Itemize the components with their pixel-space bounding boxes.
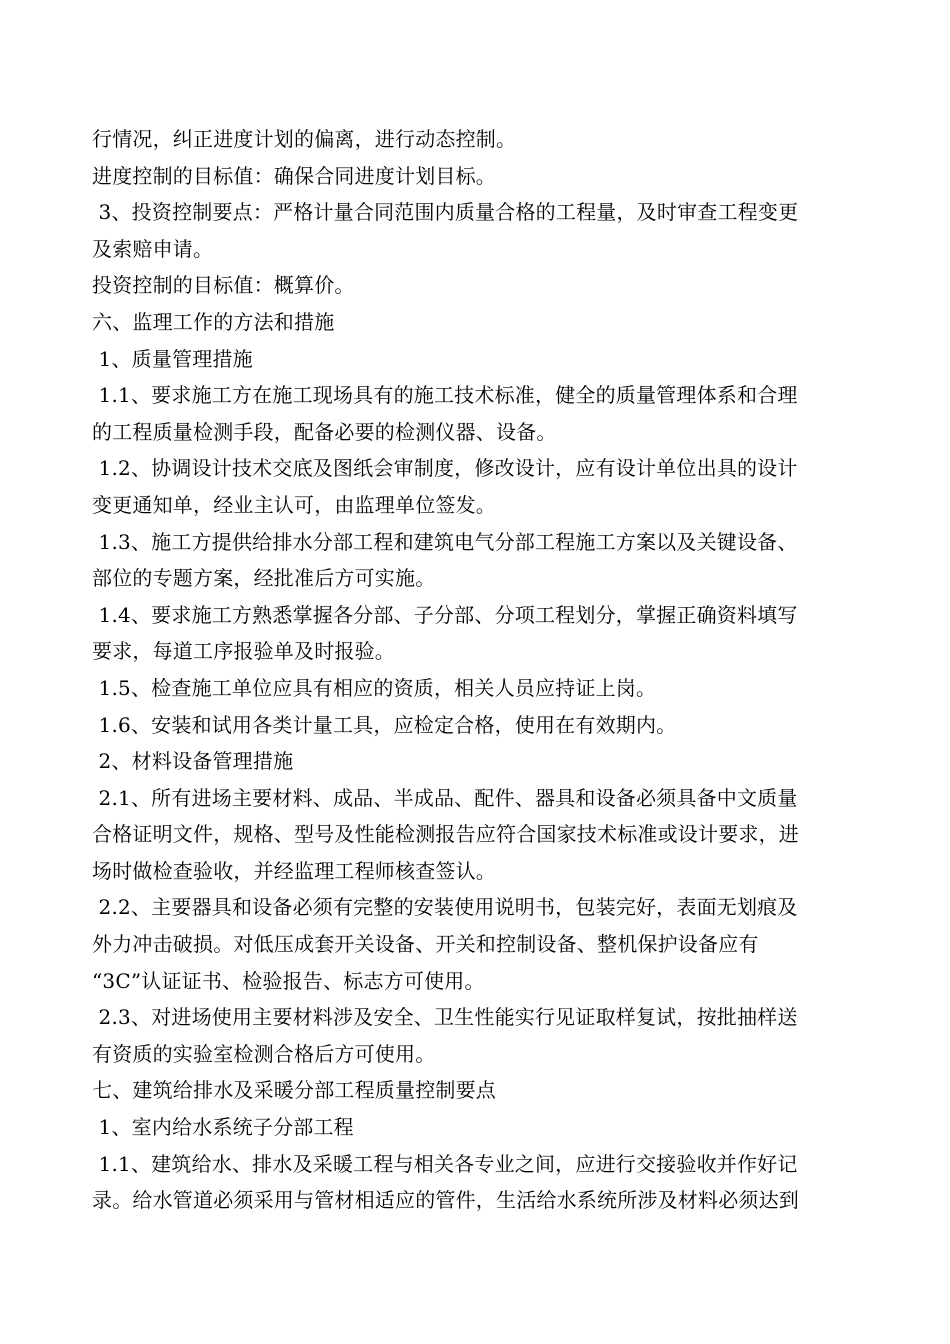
text-line: 2.3、对进场使用主要材料涉及安全、卫生性能实行见证取样复试，按批抽样送 [92, 1005, 798, 1030]
text-line: 录。给水管道必须采用与管材相适应的管件，生活给水系统所涉及材料必须达到 [92, 1188, 799, 1213]
text-line: 要求，每道工序报验单及时报验。 [92, 639, 395, 664]
text-line: 1.4、要求施工方熟悉掌握各分部、子分部、分项工程划分，掌握正确资料填写 [92, 602, 798, 627]
text-line: 部位的专题方案，经批准后方可实施。 [92, 566, 436, 591]
text-line: 1.1、建筑给水、排水及采暖工程与相关各专业之间，应进行交接验收并作好记 [92, 1151, 798, 1176]
text-line: 的工程质量检测手段，配备必要的检测仪器、设备。 [92, 419, 557, 444]
subsection-heading: 1、室内给水系统子分部工程 [92, 1115, 354, 1140]
document-body [92, 121, 882, 1219]
text-line: 1.1、要求施工方在施工现场具有的施工技术标准，健全的质量管理体系和合理 [92, 383, 798, 408]
text-line: 变更通知单，经业主认可，由监理单位签发。 [92, 492, 496, 517]
text-line: 投资控制的目标值：概算价。 [92, 273, 355, 298]
text-line: 及索赔申请。 [92, 236, 214, 261]
subsection-heading: 1、质量管理措施 [92, 346, 253, 371]
text-line: 2.2、主要器具和设备必须有完整的安装使用说明书，包装完好，表面无划痕及 [92, 895, 798, 920]
text-line: “3C”认证证书、检验报告、标志方可使用。 [92, 968, 485, 993]
section-heading: 七、建筑给排水及采暖分部工程质量控制要点 [92, 1078, 496, 1103]
text-line: 1.6、安装和试用各类计量工具，应检定合格，使用在有效期内。 [92, 712, 677, 737]
text-line: 1.5、检查施工单位应具有相应的资质，相关人员应持证上岗。 [92, 675, 657, 700]
text-line: 合格证明文件，规格、型号及性能检测报告应符合国家技术标准或设计要求，进 [92, 822, 799, 847]
text-line: 进度控制的目标值：确保合同进度计划目标。 [92, 163, 496, 188]
text-line: 外力冲击破损。对低压成套开关设备、开关和控制设备、整机保护设备应有 [92, 932, 759, 957]
text-line: 场时做检查验收，并经监理工程师核查签认。 [92, 858, 496, 883]
text-line: 1.2、协调设计技术交底及图纸会审制度，修改设计，应有设计单位出具的设计 [92, 456, 798, 481]
text-line: 1.3、施工方提供给排水分部工程和建筑电气分部工程施工方案以及关键设备、 [92, 529, 798, 554]
text-line: 有资质的实验室检测合格后方可使用。 [92, 1041, 436, 1066]
text-line: 行情况，纠正进度计划的偏离，进行动态控制。 [92, 127, 517, 151]
text-line: 3、投资控制要点：严格计量合同范围内质量合格的工程量，及时审查工程变更 [92, 200, 799, 225]
section-heading: 六、监理工作的方法和措施 [92, 309, 335, 334]
subsection-heading: 2、材料设备管理措施 [92, 749, 294, 774]
text-line: 2.1、所有进场主要材料、成品、半成品、配件、器具和设备必须具备中文质量 [92, 785, 798, 810]
